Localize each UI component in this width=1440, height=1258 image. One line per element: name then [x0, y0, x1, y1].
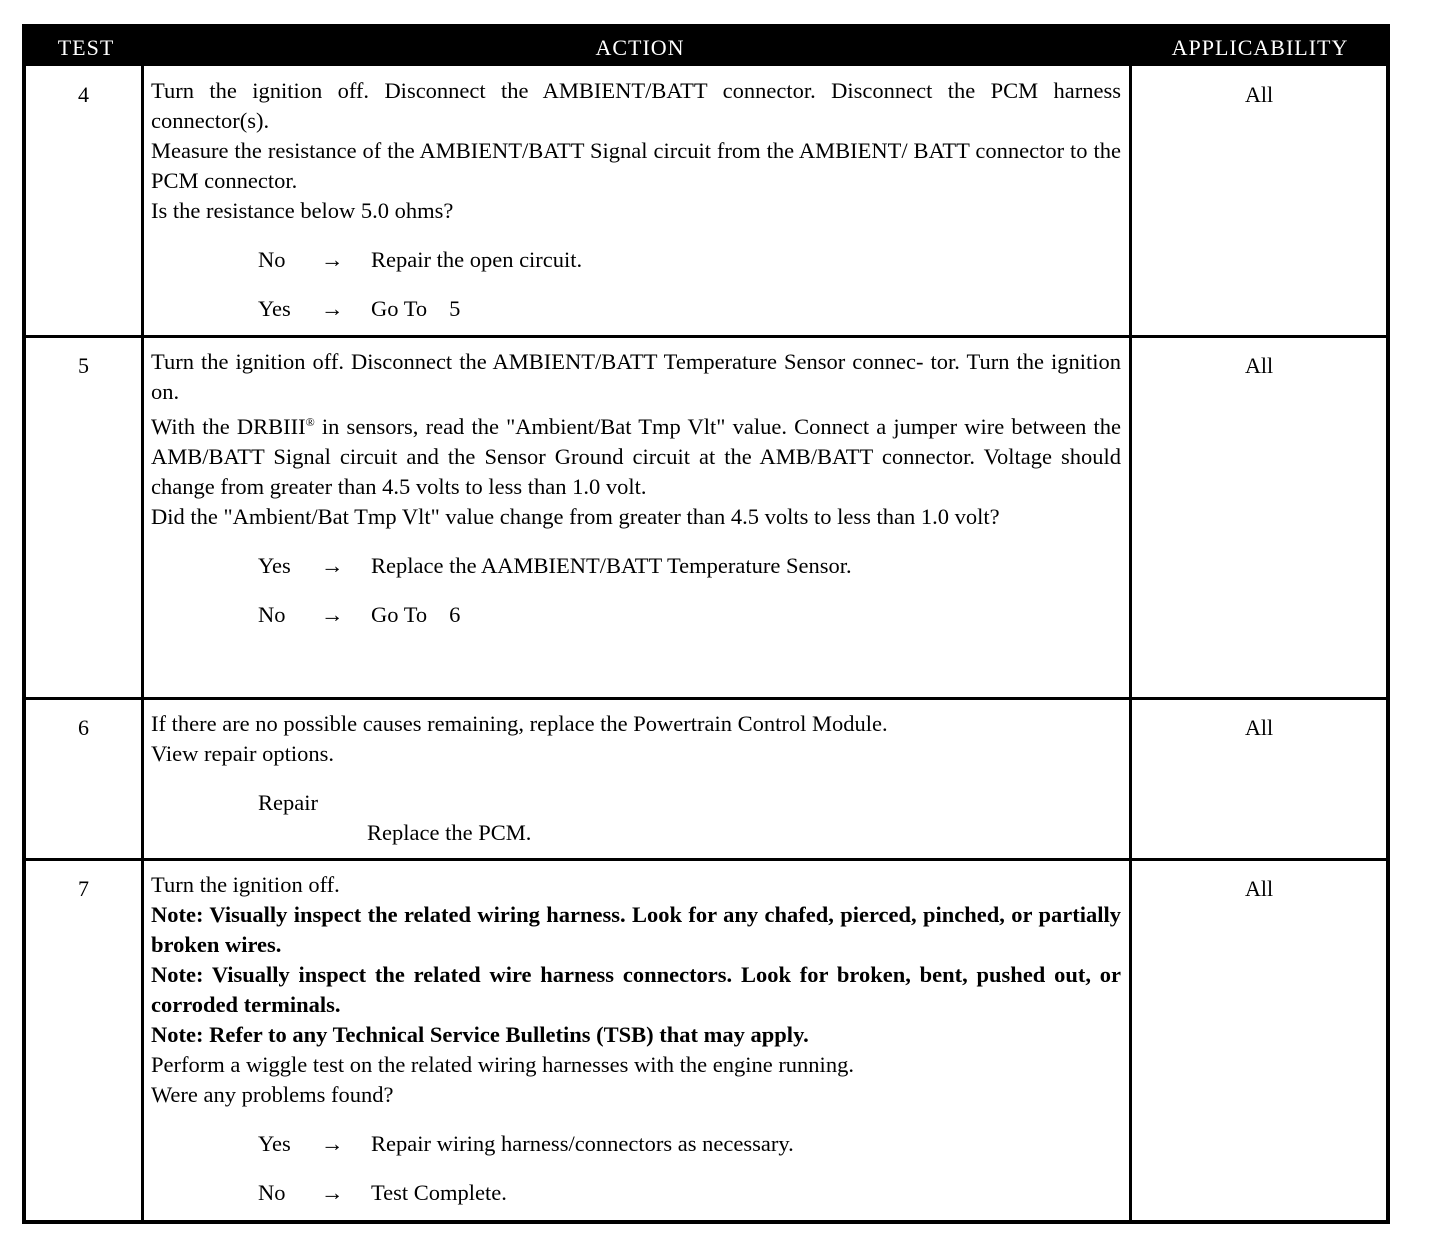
action-text-part: in sensors, read the "Ambient/Bat Tmp Vlt" value. Connect a jumper wire between the AMB/BATT Signal circuit and the Sensor Ground circuit at the AMB/BATT connector. Voltage should change from greater than 4.5 volts to less than 1.0 volt.	[151, 414, 1121, 499]
answer-result: Replace the AAMBIENT/BATT Temperature Sensor.	[371, 553, 852, 578]
action-cell	[144, 66, 1132, 337]
goto-reference	[371, 600, 460, 630]
action-cell	[144, 860, 1132, 1220]
goto-reference	[371, 294, 460, 324]
table-row-test-5	[26, 337, 1386, 699]
applicability: All	[1244, 353, 1274, 378]
action-text: Turn the ignition off.	[151, 872, 340, 897]
arrow-icon: →	[321, 1131, 344, 1156]
action-cell	[144, 337, 1132, 699]
header-action: ACTION	[595, 35, 685, 60]
header-applicability: APPLICABILITY	[1171, 35, 1349, 60]
answer-result: Repair the open circuit.	[371, 247, 583, 272]
note-text: Note: Visually inspect the related wiring harness. Look for any chafed, pierced, pinched, or partially broken wires.	[151, 902, 1121, 957]
answer-result: Go To	[371, 602, 428, 627]
answer-option	[151, 294, 1121, 324]
applicability: All	[1244, 82, 1274, 107]
goto-test-number: 5	[449, 296, 461, 321]
answer-label: Yes	[258, 296, 291, 321]
action-text: View repair options.	[151, 741, 334, 766]
answer-label: No	[258, 247, 286, 272]
note-text: Note: Visually inspect the related wire harness connectors. Look for broken, bent, pushed out, or corroded terminals.	[151, 962, 1121, 1017]
test-number: 5	[26, 337, 144, 699]
action-text: If there are no possible causes remaining, replace the Powertrain Control Module.	[151, 711, 888, 736]
action-text-part: With the DRBIII	[151, 414, 306, 439]
repair-label: Repair	[258, 790, 318, 815]
test-number: 4	[26, 66, 144, 337]
action-text: Turn the ignition off. Disconnect the AMBIENT/BATT Temperature Sensor connec- tor. Turn the ignition on.	[151, 349, 1121, 404]
table-row-test-7	[26, 860, 1386, 1220]
table-row-test-6	[26, 699, 1386, 860]
action-text: Turn the ignition off. Disconnect the AMBIENT/BATT connector. Disconnect the PCM harness connector(s).	[151, 78, 1121, 133]
answer-label: No	[258, 602, 286, 627]
answer-label: Yes	[258, 1131, 291, 1156]
answer-option	[151, 600, 1121, 630]
answer-option	[151, 245, 1121, 275]
answer-option	[151, 1129, 1121, 1159]
table-header	[26, 28, 1386, 66]
arrow-icon: →	[321, 247, 344, 272]
arrow-icon: →	[321, 296, 344, 321]
note-text: Note: Refer to any Technical Service Bulletins (TSB) that may apply.	[151, 1022, 809, 1047]
action-text: Perform a wiggle test on the related wiring harnesses with the engine running.	[151, 1052, 854, 1077]
arrow-icon: →	[321, 602, 344, 627]
header-test: TEST	[57, 35, 115, 60]
answer-result: Repair wiring harness/connectors as necessary.	[371, 1131, 794, 1156]
answer-label: Yes	[258, 553, 291, 578]
answer-option	[151, 1178, 1121, 1208]
answer-result: Test Complete.	[371, 1180, 507, 1205]
arrow-icon: →	[321, 553, 344, 578]
answer-label: No	[258, 1180, 286, 1205]
test-number: 6	[26, 699, 144, 860]
action-question: Is the resistance below 5.0 ohms?	[151, 198, 454, 223]
applicability: All	[1244, 715, 1274, 740]
diagnostic-test-table	[22, 24, 1390, 1224]
action-question: Were any problems found?	[151, 1082, 394, 1107]
repair-text: Replace the PCM.	[367, 820, 532, 845]
action-question: Did the "Ambient/Bat Tmp Vlt" value change from greater than 4.5 volts to less than 1.0 volt?	[151, 504, 1000, 529]
registered-mark: ®	[305, 415, 315, 429]
goto-test-number: 6	[449, 602, 461, 627]
action-text	[151, 407, 1121, 502]
answer-result: Go To	[371, 296, 428, 321]
answer-option	[151, 551, 1121, 581]
applicability: All	[1244, 876, 1274, 901]
table-row-test-4	[26, 66, 1386, 337]
action-text: Measure the resistance of the AMBIENT/BATT Signal circuit from the AMBIENT/ BATT connector to the PCM connector.	[151, 138, 1121, 193]
action-cell	[144, 699, 1132, 860]
arrow-icon: →	[321, 1180, 344, 1205]
test-number: 7	[26, 860, 144, 1220]
